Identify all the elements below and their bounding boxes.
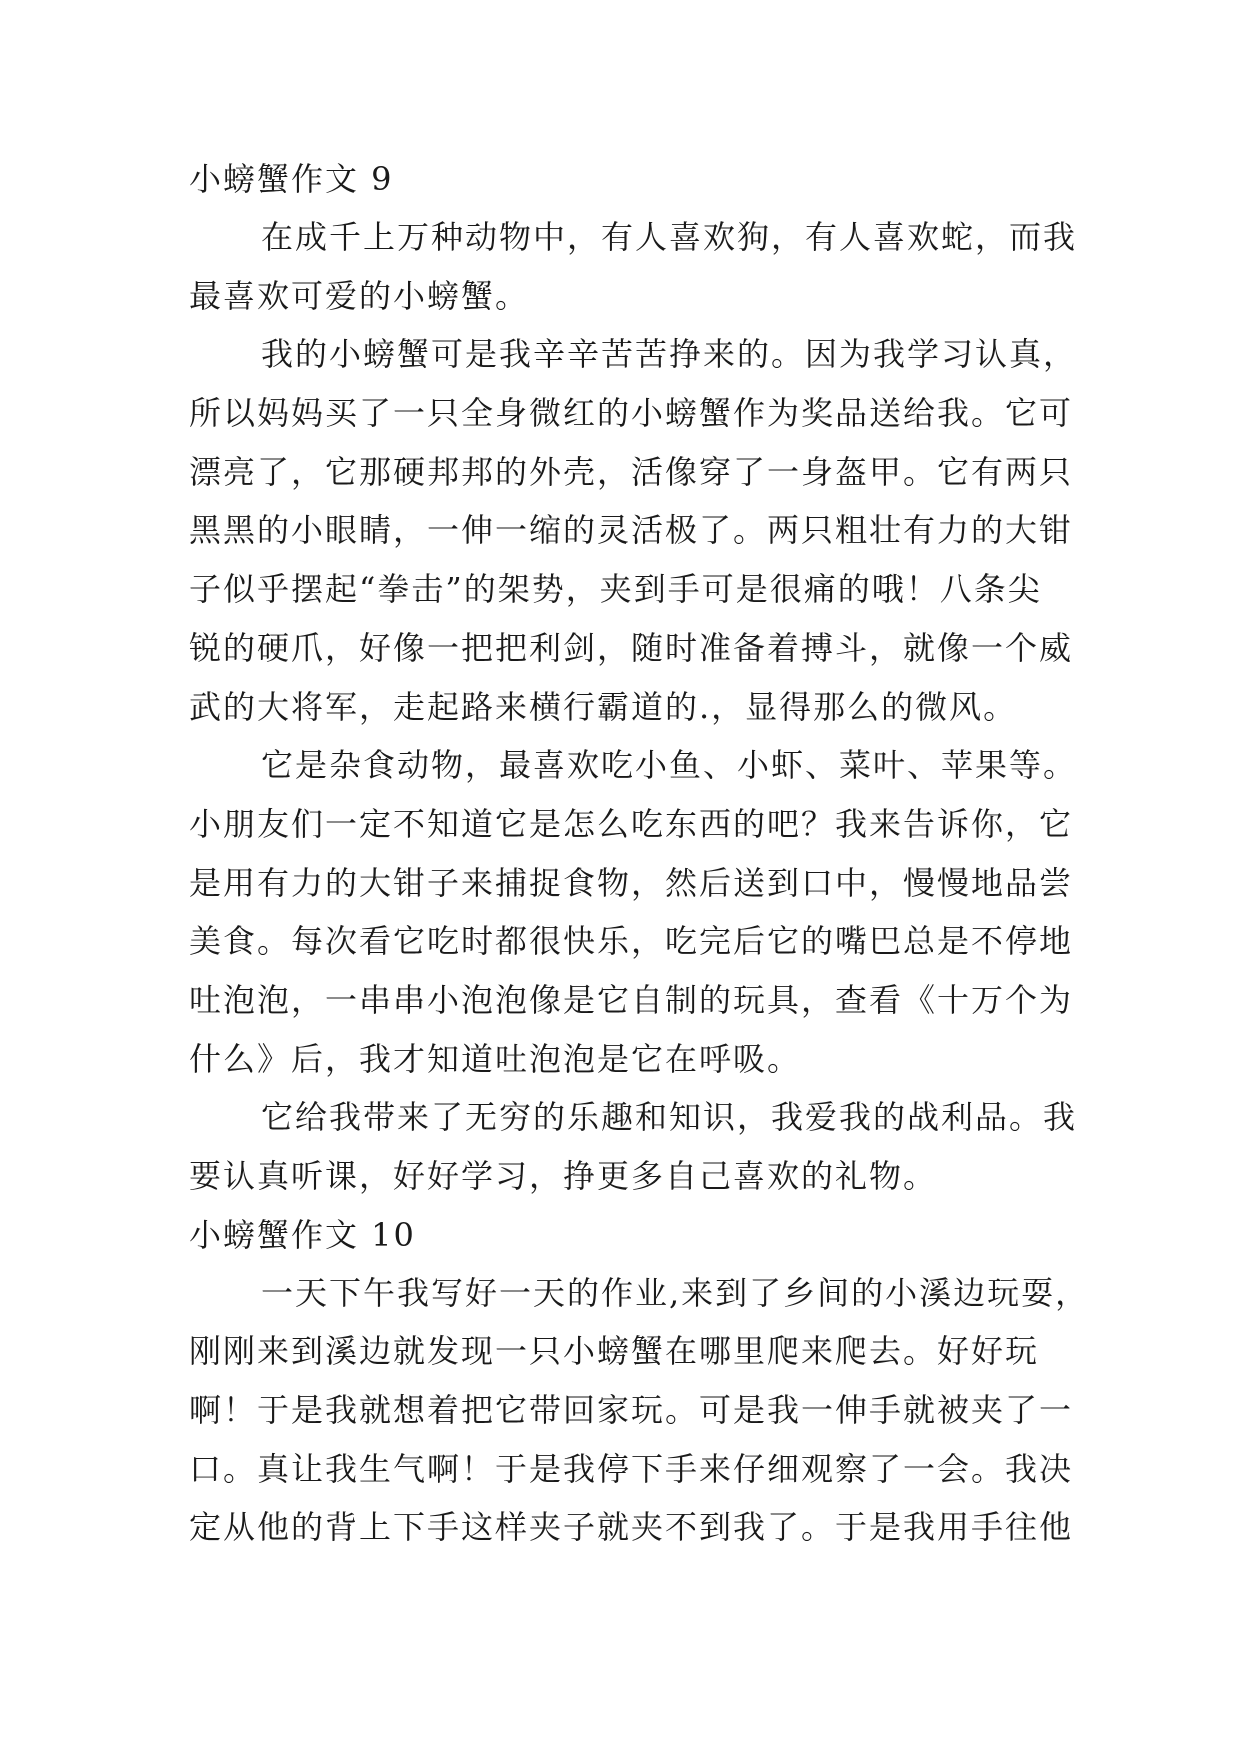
text-line: 刚刚来到溪边就发现一只小螃蟹在哪里爬来爬去。好好玩 [189, 1332, 1040, 1371]
section-1 [189, 150, 1078, 1206]
text-line: 美食。每次看它吃时都很快乐，吃完后它的嘴巴总是不停地 [189, 922, 1074, 961]
section-2 [189, 1206, 1090, 1557]
text-line: 什么》后，我才知道吐泡泡是它在呼吸。 [189, 1039, 802, 1078]
text-line: 小朋友们一定不知道它是怎么吃东西的吧？我来告诉你，它 [189, 804, 1074, 843]
text-line: 所以妈妈买了一只全身微红的小螃蟹作为奖品送给我。它可 [189, 394, 1074, 433]
paragraph [189, 208, 1078, 325]
text-line: 我的小螃蟹可是我辛辛苦苦挣来的。因为我学习认真， [261, 335, 1078, 374]
paragraph [189, 325, 1078, 736]
text-line: 要认真听课，好好学习，挣更多自己喜欢的礼物。 [189, 1157, 938, 1195]
paragraph [189, 1088, 1078, 1205]
text-line: 子似乎摆起“拳击”的架势，夹到手可是很痛的哦！八条尖 [189, 570, 1042, 609]
text-line: 是用有力的大钳子来捕捉食物，然后送到口中，慢慢地品尝 [189, 863, 1074, 902]
text-line: 漂亮了，它那硬邦邦的外壳，活像穿了一身盔甲。它有两只 [189, 452, 1074, 491]
text-line: 黑黑的小眼睛，一伸一缩的灵活极了。两只粗壮有力的大钳 [189, 511, 1074, 550]
section-title: 小螃蟹作文 10 [189, 1215, 416, 1254]
text-line: 定从他的背上下手这样夹子就夹不到我了。于是我用手往他 [189, 1508, 1074, 1547]
section-title: 小螃蟹作文 9 [189, 160, 394, 198]
text-line: 它给我带来了无穷的乐趣和知识，我爱我的战利品。我 [261, 1098, 1078, 1137]
text-line: 啊！于是我就想着把它带回家玩。可是我一伸手就被夹了一 [189, 1391, 1074, 1430]
text-line: 武的大将军，走起路来横行霸道的.，显得那么的微风。 [189, 687, 1018, 726]
text-line: 一天下午我写好一天的作业,来到了乡间的小溪边玩耍， [261, 1273, 1090, 1312]
paragraph [189, 736, 1078, 1088]
document-page [189, 150, 1090, 1557]
paragraph [189, 1264, 1090, 1557]
text-line: 在成千上万种动物中，有人喜欢狗，有人喜欢蛇，而我 [261, 218, 1078, 256]
text-line: 它是杂食动物，最喜欢吃小鱼、小虾、菜叶、苹果等。 [261, 746, 1078, 785]
text-line: 吐泡泡，一串串小泡泡像是它自制的玩具，查看《十万个为 [189, 980, 1074, 1019]
text-line: 最喜欢可爱的小螃蟹。 [189, 276, 530, 315]
text-line: 口。真让我生气啊！于是我停下手来仔细观察了一会。我决 [189, 1449, 1074, 1488]
text-line: 锐的硬爪，好像一把把利剑，随时准备着搏斗，就像一个威 [189, 628, 1074, 667]
